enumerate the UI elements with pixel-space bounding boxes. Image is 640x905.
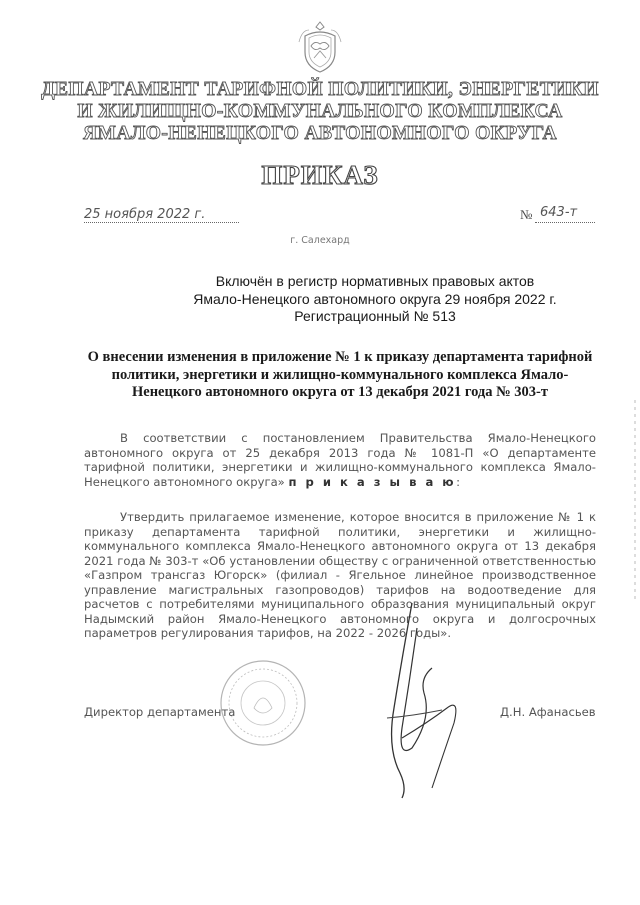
- handwritten-signature: [372, 598, 472, 803]
- registration-block: [180, 273, 570, 326]
- order-number: 643-т: [540, 205, 578, 220]
- department-name-line-1: ДЕПАРТАМЕНТ ТАРИФНОЙ ПОЛИТИКИ, ЭНЕРГЕТИКИ: [41, 79, 599, 100]
- department-name-line-2: И ЖИЛИЩНО-КОММУНАЛЬНОГО КОМПЛЕКСА: [77, 101, 563, 122]
- registration-line-2: Ямало-Ненецкого автономного округа 29 ноября 2022 г.: [193, 290, 557, 307]
- number-underline: [535, 222, 595, 223]
- coat-of-arms-emblem: [297, 18, 343, 74]
- order-date: 25 ноября 2022 г.: [84, 207, 206, 222]
- city-name: г. Салехард: [290, 235, 350, 246]
- preamble-colon: :: [456, 474, 460, 489]
- date-underline: [84, 222, 239, 223]
- order-heading: О внесении изменения в приложение № 1 к приказу департамента тарифной политики, энергетики и жилищно-коммунального комплекса Ямало-Ненецкого автономного округа от 13 декабря 2021 года № 303-т: [87, 349, 593, 400]
- scan-edge-mark: [632, 400, 638, 600]
- official-stamp-seal: [218, 658, 308, 748]
- order-verb: п р и к а з ы в а ю: [288, 474, 457, 489]
- registration-line-3: Регистрационный № 513: [294, 308, 456, 324]
- department-name-line-3: ЯМАЛО-НЕНЕЦКОГО АВТОНОМНОГО ОКРУГА: [83, 123, 557, 144]
- paragraph-decision: Утвердить прилагаемое изменение, которое вносится в приложение № 1 к приказу департамента тарифной политики, энергетики и жилищно-коммунального комплекса Ямало-Ненецкого автономного округа от 13 декабря 2021 года № 303-т «Об установлении обществу с ограниченной ответственностью «Газпром трансгаз Югорск» (филиал - Ягельное линейное производственное управление магистральных газопроводов) тарифов на водоотведение для расчетов с потребителями муниципального образования муниципальный округ Надымский район Ямало-Ненецкого автономного округа и долгосрочных параметров регулирования тарифов, на 2022 - 2026 годы».: [84, 510, 596, 640]
- registration-line-1: Включён в регистр нормативных правовых актов: [215, 273, 535, 289]
- number-label: №: [520, 207, 533, 222]
- document-type-title: ПРИКАЗ: [261, 160, 379, 190]
- preamble-text: В соответствии с постановлением Правительства Ямало-Ненецкого автономного округа от 25 декабря 2013 года № 1081-П «О департаменте тарифной политики, энергетики и жилищно-коммунального комплекса Ямало-Ненецкого автономного округа»: [84, 431, 596, 489]
- paragraph-preamble: [84, 431, 596, 489]
- signatory-position: Директор департамента: [84, 705, 236, 719]
- signatory-name: Д.Н. Афанасьев: [500, 705, 596, 719]
